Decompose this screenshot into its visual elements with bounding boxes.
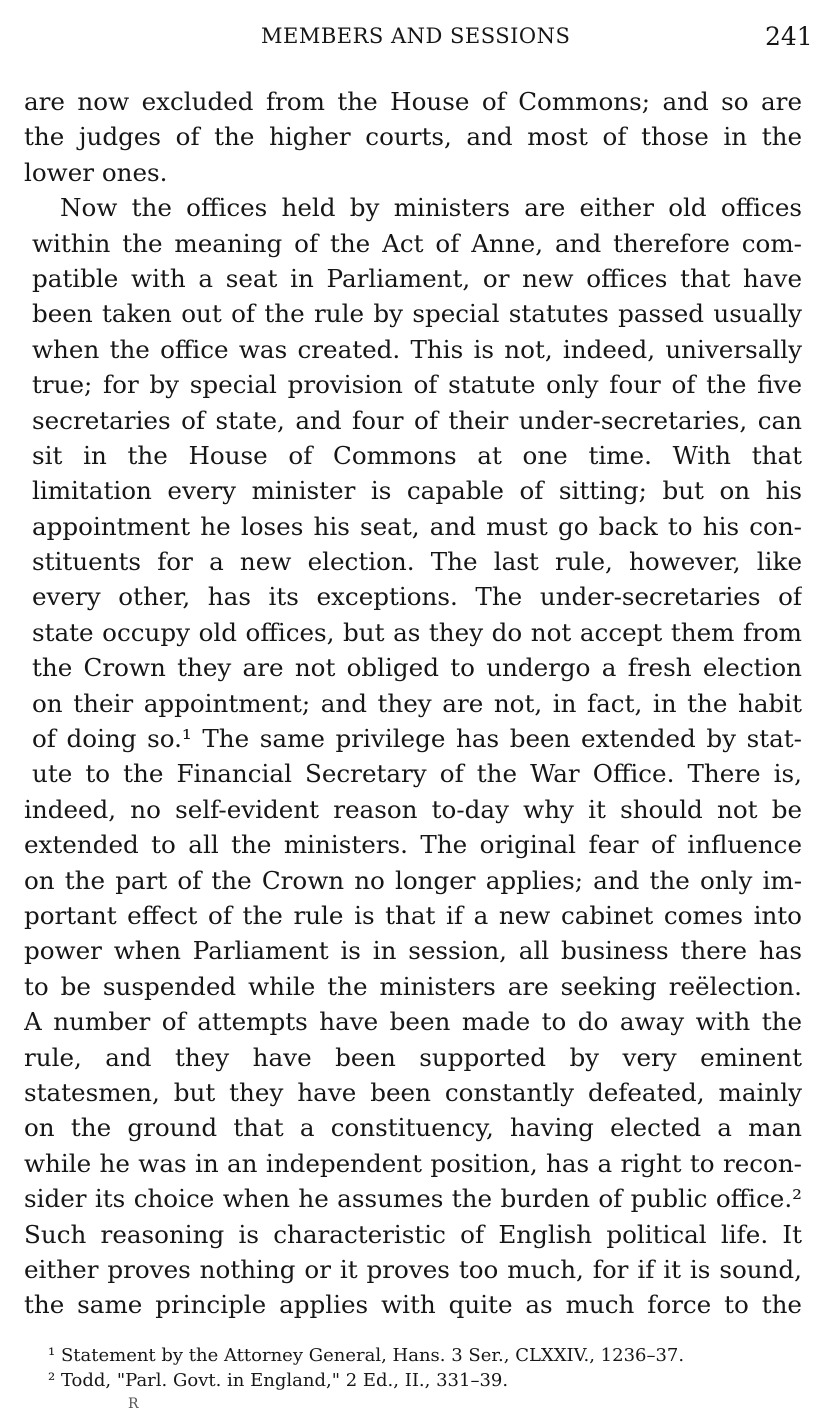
- footnote-2: ² Todd, "Parl. Govt. in England," 2 Ed., II., 331–39.: [48, 1370, 509, 1391]
- text-line: to be suspended while the ministers are seeking reëlection.: [24, 971, 802, 1001]
- text-line: Such reasoning is characteristic of English political life. It: [24, 1219, 802, 1249]
- text-line: either proves nothing or it proves too much, for if it is sound,: [24, 1254, 802, 1284]
- text-line: sit in the House of Commons at one time. With that: [32, 440, 802, 470]
- running-header: [0, 22, 830, 52]
- text-line: indeed, no self-evident reason to-day why it should not be: [24, 794, 802, 824]
- text-line: stituents for a new election. The last rule, however, like: [32, 547, 802, 577]
- text-line: power when Parliament is in session, all business there has: [24, 936, 802, 966]
- text-line: ute to the Financial Secretary of the War Office. There is,: [32, 759, 802, 789]
- text-line: lower ones.: [24, 157, 168, 187]
- signature-mark: R: [128, 1396, 139, 1412]
- text-line: extended to all the ministers. The original fear of influence: [24, 830, 802, 860]
- text-line: limitation every minister is capable of sitting; but on his: [32, 476, 802, 506]
- text-line: of doing so.¹ The same privilege has been extended by stat-: [32, 724, 802, 754]
- text-line: on the ground that a constituency, having elected a man: [24, 1113, 802, 1143]
- text-line: the same principle applies with quite as much force to the: [24, 1290, 802, 1320]
- text-line: true; for by special provision of statute only four of the five: [32, 370, 802, 400]
- body-text: [24, 84, 802, 1323]
- text-line: appointment he loses his seat, and must go back to his con-: [32, 511, 802, 541]
- text-line: A number of attempts have been made to do away with the: [24, 1007, 802, 1037]
- text-line: statesmen, but they have been constantly defeated, mainly: [24, 1077, 802, 1107]
- text-line: patible with a seat in Parliament, or new offices that have: [32, 263, 802, 293]
- footnote-1: ¹ Statement by the Attorney General, Hans. 3 Ser., CLXXIV., 1236–37.: [48, 1345, 685, 1366]
- text-line: while he was in an independent position, has a right to recon-: [24, 1148, 802, 1178]
- paragraph-first-line: Now the offices held by ministers are either old offices: [60, 193, 802, 223]
- text-line: are now excluded from the House of Commons; and so are: [24, 87, 802, 116]
- text-line: the Crown they are not obliged to undergo a fresh election: [32, 653, 802, 683]
- text-line: on the part of the Crown no longer applies; and the only im-: [24, 865, 802, 895]
- text-line: every other, has its exceptions. The under-secretaries of: [32, 582, 802, 612]
- text-line: portant effect of the rule is that if a new cabinet comes into: [24, 900, 802, 930]
- footnotes: [48, 1343, 808, 1393]
- text-line: within the meaning of the Act of Anne, and therefore com-: [32, 228, 802, 258]
- text-line: state occupy old offices, but as they do not accept them from: [32, 617, 802, 647]
- page-number: 241: [765, 22, 813, 51]
- running-title: MEMBERS AND SESSIONS: [261, 24, 571, 48]
- text-line: rule, and they have been supported by very eminent: [24, 1042, 802, 1072]
- text-line: secretaries of state, and four of their under-secretaries, can: [32, 405, 802, 435]
- text-line: when the office was created. This is not, indeed, universally: [32, 334, 802, 364]
- text-line: sider its choice when he assumes the burden of public office.²: [24, 1184, 802, 1214]
- text-line: been taken out of the rule by special statutes passed usually: [32, 299, 802, 329]
- text-line: on their appointment; and they are not, in fact, in the habit: [32, 688, 802, 718]
- text-line: the judges of the higher courts, and most of those in the: [24, 122, 802, 152]
